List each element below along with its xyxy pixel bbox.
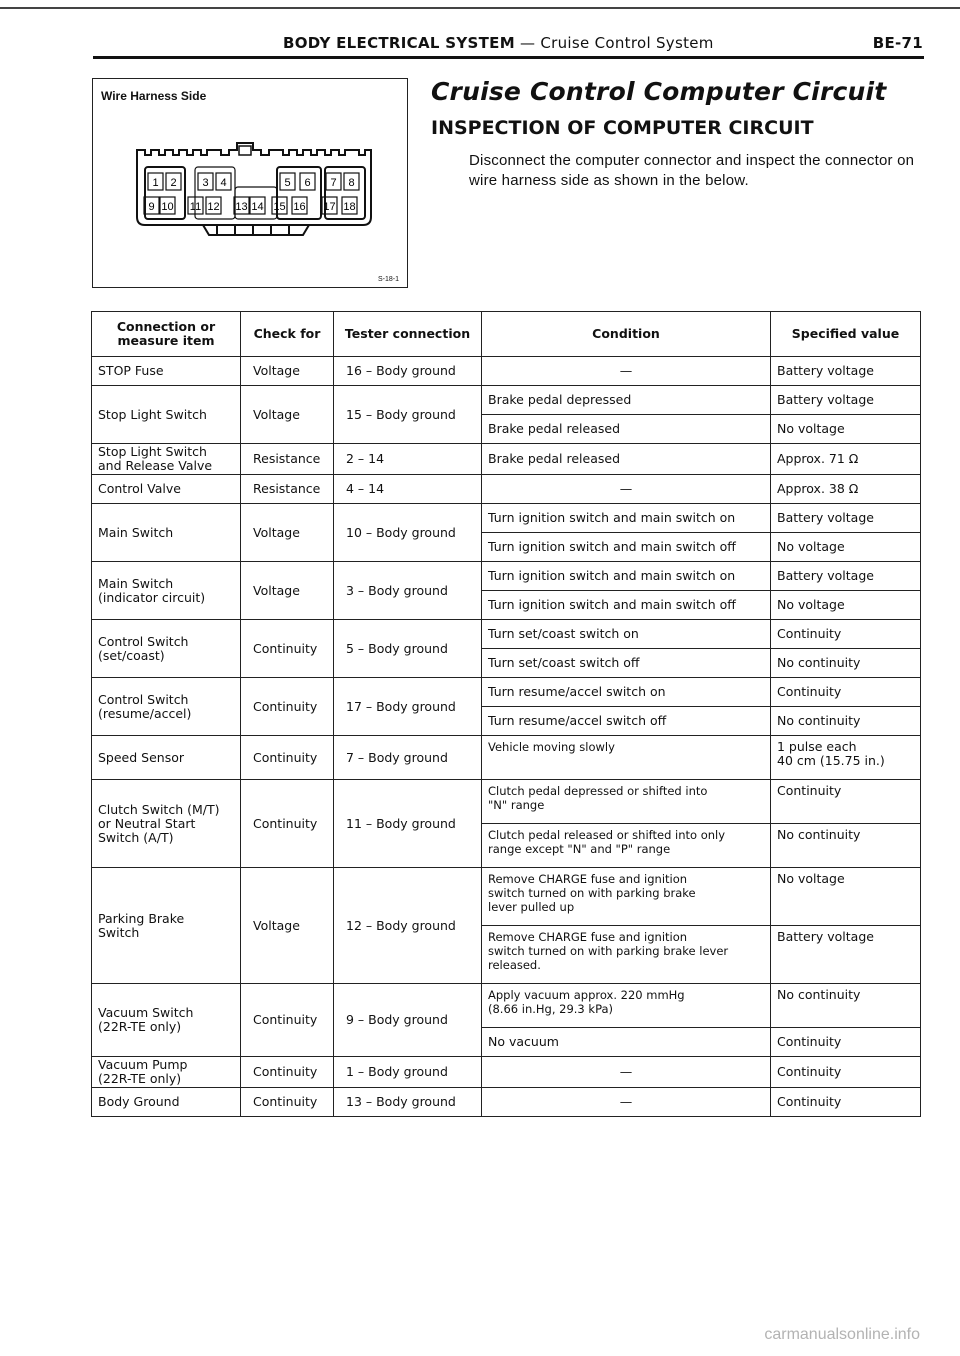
value-line: Continuity	[777, 783, 842, 798]
header-value: Specified value	[771, 312, 921, 357]
item-line: Main Switch	[98, 575, 174, 591]
condition-line: Turn resume/accel switch off	[488, 713, 667, 728]
condition-cell	[482, 1088, 771, 1117]
check-for-cell: Voltage	[241, 357, 334, 386]
condition-cell	[482, 780, 771, 824]
tester-connection-cell: 1 – Body ground	[334, 1057, 482, 1088]
condition-cell	[482, 1028, 771, 1057]
condition-line: Turn resume/accel switch on	[488, 684, 666, 699]
check-for-cell: Resistance	[241, 444, 334, 475]
specified-value-cell	[771, 649, 921, 678]
specified-value-cell	[771, 591, 921, 620]
measure-item-cell	[92, 736, 241, 780]
bottom-pin-number: 14	[251, 201, 264, 213]
section-title: INSPECTION OF COMPUTER CIRCUIT	[431, 117, 814, 139]
watermark: carmanualsonline.info	[764, 1326, 920, 1343]
value-line: No continuity	[777, 827, 861, 842]
header-title	[283, 34, 714, 52]
check-for-cell: Voltage	[241, 386, 334, 444]
measure-item-cell	[92, 357, 241, 386]
header-item-line2: measure item	[117, 333, 215, 348]
item-line: Speed Sensor	[98, 749, 185, 765]
top-pin-number: 4	[220, 177, 227, 189]
item-line: Control Switch	[98, 633, 189, 649]
condition-line: switch turned on with parking brake	[488, 886, 696, 900]
header-rule	[93, 56, 924, 59]
measure-item-cell	[92, 504, 241, 562]
condition-cell	[482, 736, 771, 780]
condition-line: Turn ignition switch and main switch on	[488, 510, 736, 525]
condition-line: Remove CHARGE fuse and ignition	[488, 872, 688, 886]
item-line: Stop Light Switch	[98, 406, 207, 422]
item-line: Main Switch	[98, 524, 174, 540]
condition-cell	[482, 620, 771, 649]
item-line: (indicator circuit)	[98, 589, 206, 605]
value-line: Approx. 38 Ω	[777, 481, 859, 496]
bottom-pin-number: 16	[293, 201, 306, 213]
table-row	[92, 357, 921, 386]
value-line: Battery voltage	[777, 363, 874, 378]
table-row	[92, 504, 921, 533]
value-line: 1 pulse each	[777, 739, 857, 754]
condition-line: Turn ignition switch and main switch off	[488, 597, 736, 612]
specified-value-cell	[771, 1028, 921, 1057]
condition-line: —	[619, 481, 633, 496]
specified-value-cell	[771, 984, 921, 1028]
measure-item-cell	[92, 386, 241, 444]
figure-label: Wire Harness Side	[101, 89, 207, 103]
top-pin-number: 8	[348, 177, 355, 189]
condition-line: —	[619, 1064, 633, 1079]
measure-item-cell	[92, 1057, 241, 1088]
measure-item-cell	[92, 562, 241, 620]
condition-line: "N" range	[488, 798, 545, 812]
condition-line: Brake pedal released	[488, 451, 621, 466]
condition-cell	[482, 926, 771, 984]
page-header	[93, 34, 923, 56]
table-row	[92, 736, 921, 780]
condition-cell	[482, 475, 771, 504]
tester-connection-cell: 3 – Body ground	[334, 562, 482, 620]
connector-outline	[137, 143, 371, 235]
specified-value-cell	[771, 444, 921, 475]
condition-cell	[482, 415, 771, 444]
condition-cell	[482, 984, 771, 1028]
wire-harness-figure	[92, 78, 408, 288]
specified-value-cell	[771, 533, 921, 562]
bottom-pin-number: 11	[189, 201, 202, 213]
value-line: No continuity	[777, 987, 861, 1002]
intro-text: Disconnect the computer connector and inspect the connector on wire harness side as shown in the below.	[469, 152, 915, 189]
item-line: Body Ground	[98, 1094, 180, 1109]
tester-connection-cell: 17 – Body ground	[334, 678, 482, 736]
specified-value-cell	[771, 868, 921, 926]
condition-cell	[482, 868, 771, 926]
condition-cell	[482, 533, 771, 562]
measure-item-cell	[92, 475, 241, 504]
condition-line: —	[619, 1094, 633, 1109]
condition-line: switch turned on with parking brake lever	[488, 944, 729, 958]
bottom-pin-number: 13	[235, 201, 248, 213]
condition-line: Vehicle moving slowly	[488, 740, 615, 754]
value-line: Continuity	[777, 1034, 842, 1049]
condition-cell	[482, 824, 771, 868]
value-line: Battery voltage	[777, 510, 874, 525]
item-line: Control Valve	[98, 481, 181, 496]
condition-cell	[482, 562, 771, 591]
item-line: STOP Fuse	[98, 363, 164, 378]
item-line: Control Switch	[98, 691, 189, 707]
item-line: (resume/accel)	[98, 705, 192, 721]
condition-line: (8.66 in.Hg, 29.3 kPa)	[488, 1002, 614, 1016]
specified-value-cell	[771, 1088, 921, 1117]
condition-line: Clutch pedal released or shifted into only	[488, 828, 726, 842]
check-for-cell: Continuity	[241, 1057, 334, 1088]
table-row	[92, 475, 921, 504]
specified-value-cell	[771, 386, 921, 415]
condition-cell	[482, 357, 771, 386]
value-line: Continuity	[777, 626, 842, 641]
tester-connection-cell: 11 – Body ground	[334, 780, 482, 868]
measure-item-cell	[92, 620, 241, 678]
specified-value-cell	[771, 926, 921, 984]
specified-value-cell	[771, 415, 921, 444]
top-pin-number: 5	[284, 177, 291, 189]
tester-connection-cell: 2 – 14	[334, 444, 482, 475]
measure-item-cell	[92, 444, 241, 475]
table-row	[92, 620, 921, 649]
value-line: No continuity	[777, 713, 861, 728]
check-for-cell: Voltage	[241, 868, 334, 984]
bottom-pin-number: 12	[207, 201, 220, 213]
value-line: No voltage	[777, 539, 845, 554]
page-top-rule	[0, 7, 960, 9]
specified-value-cell	[771, 707, 921, 736]
condition-line: Turn set/coast switch on	[488, 626, 639, 641]
condition-cell	[482, 386, 771, 415]
figure-code: S-18-1	[377, 276, 399, 283]
table-header-row	[92, 312, 921, 357]
item-line: Stop Light Switch	[98, 444, 207, 459]
value-line: No voltage	[777, 597, 845, 612]
check-for-cell: Continuity	[241, 984, 334, 1057]
value-line: Battery voltage	[777, 929, 874, 944]
measure-item-cell	[92, 1088, 241, 1117]
specified-value-cell	[771, 1057, 921, 1088]
item-line: (22R-TE only)	[98, 1071, 182, 1086]
condition-line: range except "N" and "P" range	[488, 842, 671, 856]
value-line: No continuity	[777, 655, 861, 670]
item-line: (set/coast)	[98, 647, 165, 663]
table-row	[92, 678, 921, 707]
top-pin-number: 6	[304, 177, 311, 189]
condition-cell	[482, 1057, 771, 1088]
value-line: Battery voltage	[777, 568, 874, 583]
item-line: Parking Brake	[98, 910, 185, 926]
condition-line: Brake pedal depressed	[488, 392, 632, 407]
header-condition: Condition	[482, 312, 771, 357]
value-line: Battery voltage	[777, 392, 874, 407]
tester-connection-cell: 4 – 14	[334, 475, 482, 504]
check-for-cell: Continuity	[241, 736, 334, 780]
condition-cell	[482, 678, 771, 707]
check-for-cell: Continuity	[241, 780, 334, 868]
measure-item-cell	[92, 678, 241, 736]
tester-connection-cell: 15 – Body ground	[334, 386, 482, 444]
value-line: Continuity	[777, 1064, 842, 1079]
table-row	[92, 444, 921, 475]
inspection-table	[91, 311, 921, 1117]
table-row	[92, 780, 921, 824]
tester-connection-cell: 13 – Body ground	[334, 1088, 482, 1117]
table-row	[92, 984, 921, 1028]
bottom-pin-number: 10	[161, 201, 174, 213]
specified-value-cell	[771, 357, 921, 386]
tester-connection-cell: 10 – Body ground	[334, 504, 482, 562]
header-item	[92, 312, 241, 357]
top-pin-number: 7	[330, 177, 337, 189]
top-pin-number: 2	[170, 177, 177, 189]
measure-item-cell	[92, 984, 241, 1057]
tester-connection-cell: 5 – Body ground	[334, 620, 482, 678]
value-line: 40 cm (15.75 in.)	[777, 753, 885, 768]
tester-connection-cell: 12 – Body ground	[334, 868, 482, 984]
table-row	[92, 562, 921, 591]
condition-line: Brake pedal released	[488, 421, 621, 436]
check-for-cell: Continuity	[241, 620, 334, 678]
main-title: Cruise Control Computer Circuit	[431, 77, 887, 106]
bottom-pin-number: 9	[148, 201, 155, 213]
condition-line: lever pulled up	[488, 900, 575, 914]
item-line: Clutch Switch (M/T)	[98, 801, 220, 817]
item-line: (22R-TE only)	[98, 1019, 182, 1034]
specified-value-cell	[771, 736, 921, 780]
value-line: Continuity	[777, 684, 842, 699]
tester-connection-cell: 16 – Body ground	[334, 357, 482, 386]
tester-connection-cell: 7 – Body ground	[334, 736, 482, 780]
condition-line: Remove CHARGE fuse and ignition	[488, 930, 688, 944]
top-pin-number: 1	[152, 177, 159, 189]
value-line: No voltage	[777, 421, 845, 436]
bottom-pin-number: 18	[343, 201, 356, 213]
value-line: No voltage	[777, 871, 845, 886]
measure-item-cell	[92, 868, 241, 984]
value-line: Continuity	[777, 1094, 842, 1109]
specified-value-cell	[771, 504, 921, 533]
condition-line: Turn ignition switch and main switch off	[488, 539, 736, 554]
item-line: or Neutral Start	[98, 815, 196, 831]
condition-line: Apply vacuum approx. 220 mmHg	[488, 988, 685, 1002]
item-line: Switch (A/T)	[98, 829, 174, 845]
condition-cell	[482, 707, 771, 736]
check-for-cell: Continuity	[241, 678, 334, 736]
table-row	[92, 1088, 921, 1117]
check-for-cell: Continuity	[241, 1088, 334, 1117]
condition-line: Turn ignition switch and main switch on	[488, 568, 736, 583]
check-for-cell: Voltage	[241, 504, 334, 562]
item-line: Vacuum Switch	[98, 1005, 194, 1020]
header-item-line1: Connection or	[116, 319, 216, 334]
header-tester: Tester connection	[334, 312, 482, 357]
header-title-main: BODY ELECTRICAL SYSTEM	[283, 34, 515, 52]
specified-value-cell	[771, 620, 921, 649]
bottom-pin-number: 17	[323, 201, 336, 213]
connector-diagram	[93, 79, 409, 289]
condition-line: Turn set/coast switch off	[488, 655, 640, 670]
page-number: BE-71	[872, 34, 923, 52]
tester-connection-cell: 9 – Body ground	[334, 984, 482, 1057]
bottom-pin-number: 15	[273, 201, 286, 213]
condition-cell	[482, 444, 771, 475]
check-for-cell: Voltage	[241, 562, 334, 620]
condition-cell	[482, 591, 771, 620]
table-row	[92, 386, 921, 415]
measure-item-cell	[92, 780, 241, 868]
table-row	[92, 1057, 921, 1088]
condition-line: No vacuum	[488, 1034, 559, 1049]
condition-line: released.	[488, 958, 541, 972]
header-title-sub: — Cruise Control System	[514, 34, 714, 52]
specified-value-cell	[771, 678, 921, 707]
condition-cell	[482, 504, 771, 533]
condition-line: —	[619, 363, 633, 378]
item-line: Switch	[98, 924, 140, 940]
condition-cell	[482, 649, 771, 678]
item-line: Vacuum Pump	[98, 1057, 188, 1072]
specified-value-cell	[771, 824, 921, 868]
specified-value-cell	[771, 475, 921, 504]
top-pin-number: 3	[202, 177, 209, 189]
specified-value-cell	[771, 562, 921, 591]
item-line: and Release Valve	[98, 458, 213, 473]
specified-value-cell	[771, 780, 921, 824]
header-check: Check for	[241, 312, 334, 357]
table-row	[92, 868, 921, 926]
check-for-cell: Resistance	[241, 475, 334, 504]
condition-line: Clutch pedal depressed or shifted into	[488, 784, 708, 798]
value-line: Approx. 71 Ω	[777, 451, 859, 466]
